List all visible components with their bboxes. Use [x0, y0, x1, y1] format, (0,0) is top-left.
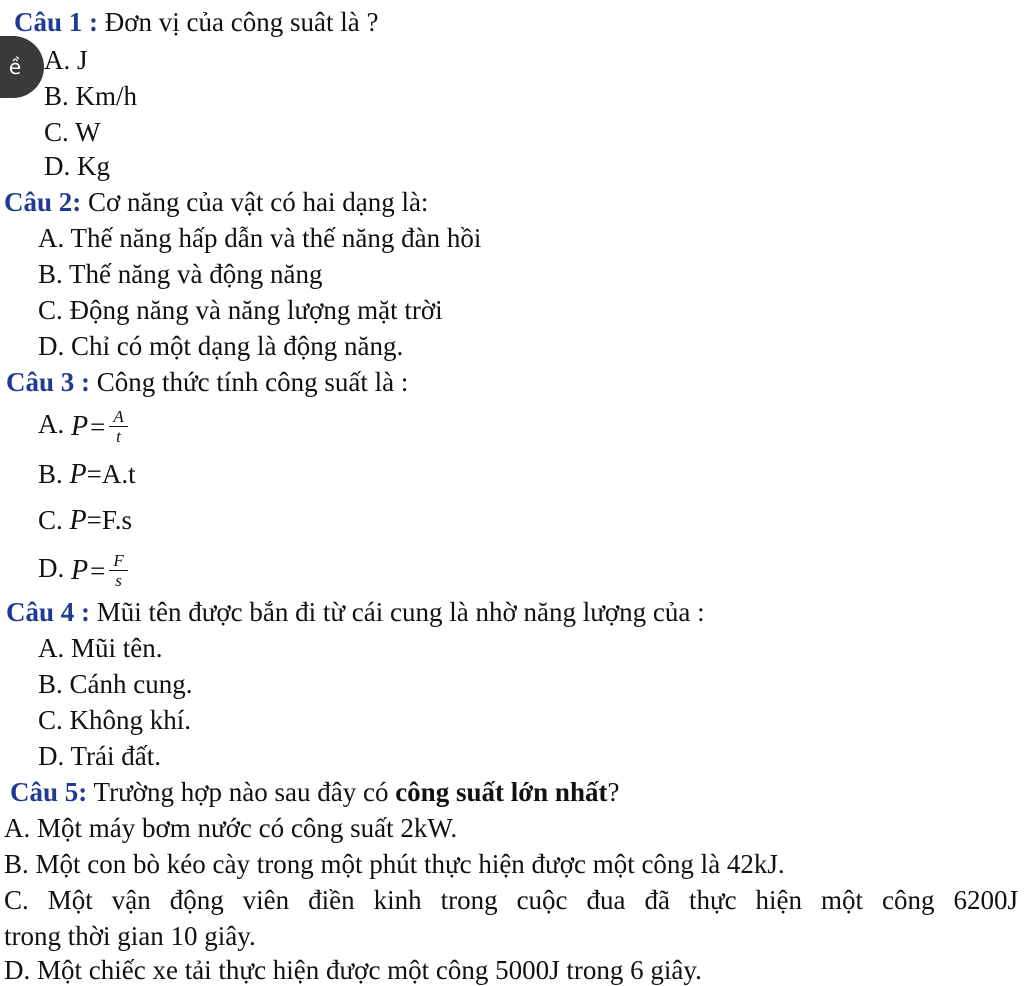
- q3-option-d: [38, 552, 128, 589]
- q3-option-b-rest: =A.t: [86, 459, 136, 489]
- q3-option-a: [38, 408, 128, 445]
- q3-option-a-prefix: A.: [38, 409, 65, 439]
- question-5-label: Câu 5:: [10, 777, 88, 807]
- question-2-text: Cơ năng của vật có hai dạng là:: [81, 187, 429, 217]
- q2-option-c: C. Động năng và năng lượng mặt trời: [38, 295, 443, 325]
- q3-option-a-var: P: [71, 410, 89, 442]
- q5-option-c-continued: trong thời gian 10 giây.: [4, 921, 256, 951]
- question-3-text: Công thức tính công suất là :: [90, 367, 409, 397]
- q4-option-a: A. Mũi tên.: [38, 633, 163, 663]
- q1-option-a: A. J: [44, 45, 88, 75]
- question-3: [6, 366, 408, 398]
- q5-option-b: B. Một con bò kéo cày trong một phút thực hiện được một công là 42kJ.: [4, 849, 785, 879]
- q1-option-d: D. Kg: [44, 151, 110, 181]
- q3-option-d-fraction: [109, 552, 127, 589]
- question-4: [6, 596, 705, 628]
- overlay-tab-button[interactable]: [0, 36, 44, 98]
- q3-option-a-denominator: t: [116, 427, 121, 447]
- question-4-label: Câu 4 :: [6, 597, 91, 627]
- q4-option-b: B. Cánh cung.: [38, 669, 193, 699]
- q3-option-d-formula: [71, 552, 128, 589]
- q5-option-d: D. Một chiếc xe tải thực hiện được một công 5000J trong 6 giây.: [4, 955, 702, 985]
- question-3-label: Câu 3 :: [6, 367, 91, 397]
- q4-option-c: C. Không khí.: [38, 705, 192, 735]
- q3-option-b: [38, 458, 136, 491]
- q3-option-a-eq: =: [90, 411, 106, 442]
- q5-option-a: A. Một máy bơm nước có công suất 2kW.: [4, 813, 458, 843]
- overlay-tab-glyph: ề: [8, 55, 22, 79]
- q3-option-a-fraction: [109, 408, 127, 445]
- q3-option-c-prefix: C.: [38, 505, 63, 535]
- q3-option-d-eq: =: [90, 555, 106, 586]
- q3-option-c-rest: =F.s: [86, 505, 132, 535]
- question-5-text: Trường hợp nào sau đây có: [87, 777, 396, 807]
- question-2: [4, 186, 428, 218]
- q2-option-a: A. Thế năng hấp dẫn và thế năng đàn hồi: [38, 223, 482, 253]
- question-2-label: Câu 2:: [4, 187, 82, 217]
- question-5-emphasis: công suất lớn nhất: [395, 777, 608, 807]
- question-1: [14, 6, 378, 38]
- q3-option-a-formula: [71, 408, 128, 445]
- q3-option-d-numerator: F: [113, 551, 124, 571]
- q1-option-b: B. Km/h: [44, 81, 138, 111]
- question-1-label: Câu 1 :: [14, 7, 99, 37]
- q3-option-d-denominator: s: [115, 571, 122, 591]
- q5-option-c: C. Một vận động viên điền kinh trong cuộc đua đã thực hiện một công 6200J: [4, 885, 1018, 915]
- q2-option-d: D. Chỉ có một dạng là động năng.: [38, 331, 404, 361]
- q4-option-d: D. Trái đất.: [38, 741, 162, 771]
- q1-option-c: C. W: [44, 117, 101, 147]
- q3-option-b-var: P: [69, 459, 87, 490]
- q3-option-d-var: P: [71, 554, 89, 586]
- q2-option-b: B. Thế năng và động năng: [38, 259, 323, 289]
- q3-option-a-numerator: A: [113, 407, 124, 427]
- question-5: [10, 776, 619, 808]
- q3-option-c: [38, 504, 132, 537]
- question-1-text: Đơn vị của công suât là ?: [98, 7, 379, 37]
- question-4-text: Mũi tên được bắn đi từ cái cung là nhờ năng lượng của :: [90, 597, 705, 627]
- q3-option-b-prefix: B.: [38, 459, 63, 489]
- q3-option-c-var: P: [69, 505, 87, 536]
- question-5-tail: ?: [607, 777, 620, 807]
- q3-option-d-prefix: D.: [38, 553, 65, 583]
